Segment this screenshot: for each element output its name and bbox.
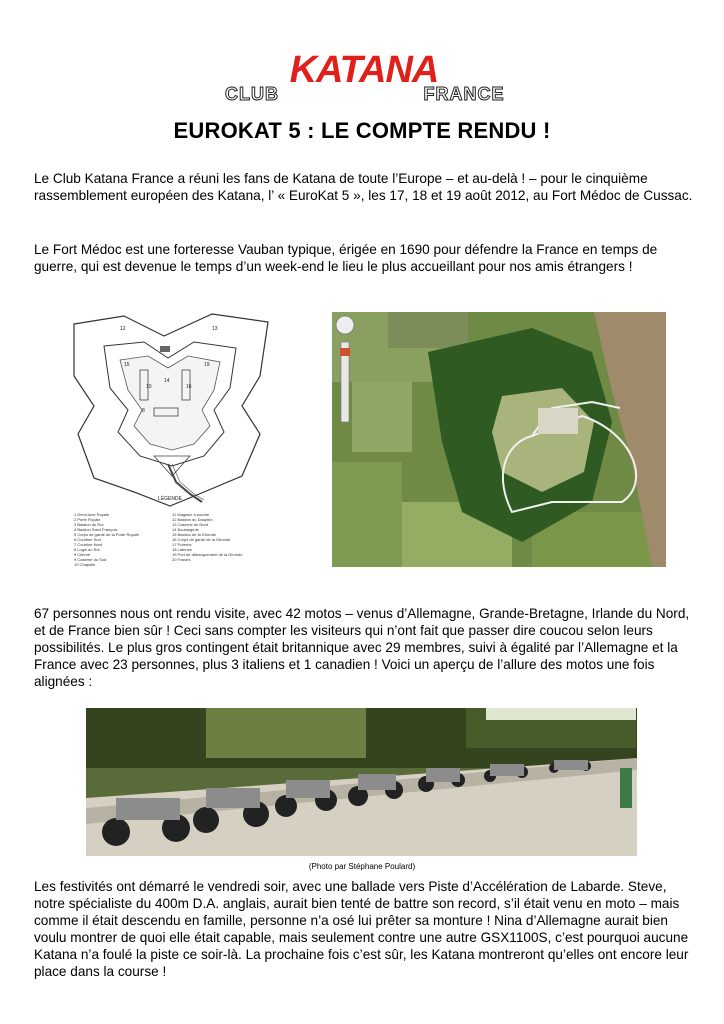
- logo-club: CLUB: [225, 84, 279, 104]
- plan-number: 13: [212, 326, 218, 332]
- club-katana-france-logo: [214, 52, 514, 104]
- legend-item: 11 Magasin à poudre: [172, 512, 210, 517]
- legend-item: 6 Courtine Sud: [74, 537, 101, 542]
- motorcycles-photo: [86, 708, 637, 856]
- plan-number: 8: [142, 408, 145, 414]
- legend-item: 18 Latrines: [172, 547, 192, 552]
- legend-item: 12 Bastion du Dauphin: [172, 517, 213, 522]
- legend-item: 5 Corps de garde de la Porte Royale: [74, 532, 139, 537]
- plan-number: 12: [120, 326, 126, 332]
- satellite-map: [332, 312, 666, 567]
- legend-item: 9 Citerne: [74, 552, 91, 557]
- paragraph-visitors: 67 personnes nous ont rendu visite, avec 42 motos – venus d’Allemagne, Grande-Bretagne, Irlande du Nord, et de France bien sûr ! Ceci sans compter les visiteurs qui n’ont fait que passer dire coucou selon leurs possibilités. Le plus gros contingent était britannique avec 29 membres, suivi à égalité par l’Allemagne et la France avec 23 personnes, plus 3 italiens et 1 canadien ! Voici un aperçu de l’allure des motos une fois alignées :: [34, 606, 690, 689]
- page-title: EUROKAT 5 : LE COMPTE RENDU !: [173, 118, 551, 143]
- plan-number: 10: [146, 384, 152, 390]
- legend-item: 8 Logis du Roi: [74, 547, 100, 552]
- plan-number: 15: [124, 362, 130, 368]
- legend-item: 19 Port de débarquement de la Gironde: [172, 552, 243, 557]
- legend-item: 3 Bastion du Roi: [74, 522, 104, 527]
- photo-caption: (Photo par Stéphane Poulard): [308, 862, 416, 871]
- legend-item: 10 Chapelle: [74, 562, 96, 567]
- legend-item: 13 Caserne du Nord: [172, 522, 209, 527]
- paragraph-fort: Le Fort Médoc est une forteresse Vauban typique, érigée en 1690 pour défendre la France en temps de guerre, qui est devenue le temps d’un week-end le lieu le plus accueillant pour nos amis étrangers !: [34, 242, 658, 274]
- legend-item: 2 Porte Royale: [74, 517, 101, 522]
- legend-item: 17 Poterne: [172, 542, 192, 547]
- legend-item: 1 Demi-lune Royale: [74, 512, 110, 517]
- plan-number: 19: [204, 362, 210, 368]
- plan-number: 16: [186, 384, 192, 390]
- legend-item: 15 Bastion de la Gironde: [172, 532, 217, 537]
- paragraph-festivities: Les festivités ont démarré le vendredi soir, avec une ballade vers Piste d’Accélération de Labarde. Steve, notre spécialiste du 400m D.A. anglais, aurait bien tenté de battre son record, s’il était venu en moto – mais comme il était descendu en famille, personne n’a osé lui prêter sa monture ! Nina d’Allemagne aurait bien voulu montrer de quoi elle était capable, mais seulement contre une autre GSX1100S, c’est pourquoi aucune Katana n’a foulé la piste ce soir-là. La prochaine fois c’est sûr, les Katana montreront qu’elles ont encore leur place dans la course !: [34, 879, 689, 979]
- plan-legend-title: LÉGENDE: [158, 496, 182, 502]
- plan-number: 14: [164, 378, 170, 384]
- legend-item: 16 Corps de garde de la Gironde: [172, 537, 231, 542]
- paragraph-intro: Le Club Katana France a réuni les fans de Katana de toute l’Europe – et au-delà ! – pour le cinquième rassemblement européen des Katana, l’ « EuroKat 5 », les 17, 18 et 19 août 2012, au Fort Médoc de Cussac.: [34, 171, 693, 203]
- fort-plan-drawing: [64, 306, 276, 574]
- legend-item: 4 Bastion Saint François: [74, 527, 118, 532]
- legend-item: 14 Boulangerie: [172, 527, 199, 532]
- legend-item: 20 Fossés: [172, 557, 191, 562]
- legend-item: 9 Caserne du Sud: [74, 557, 107, 562]
- legend-item: 7 Courtine Nord: [74, 542, 103, 547]
- logo-wordmark: KATANA: [289, 52, 439, 91]
- logo-france: FRANCE: [423, 84, 505, 104]
